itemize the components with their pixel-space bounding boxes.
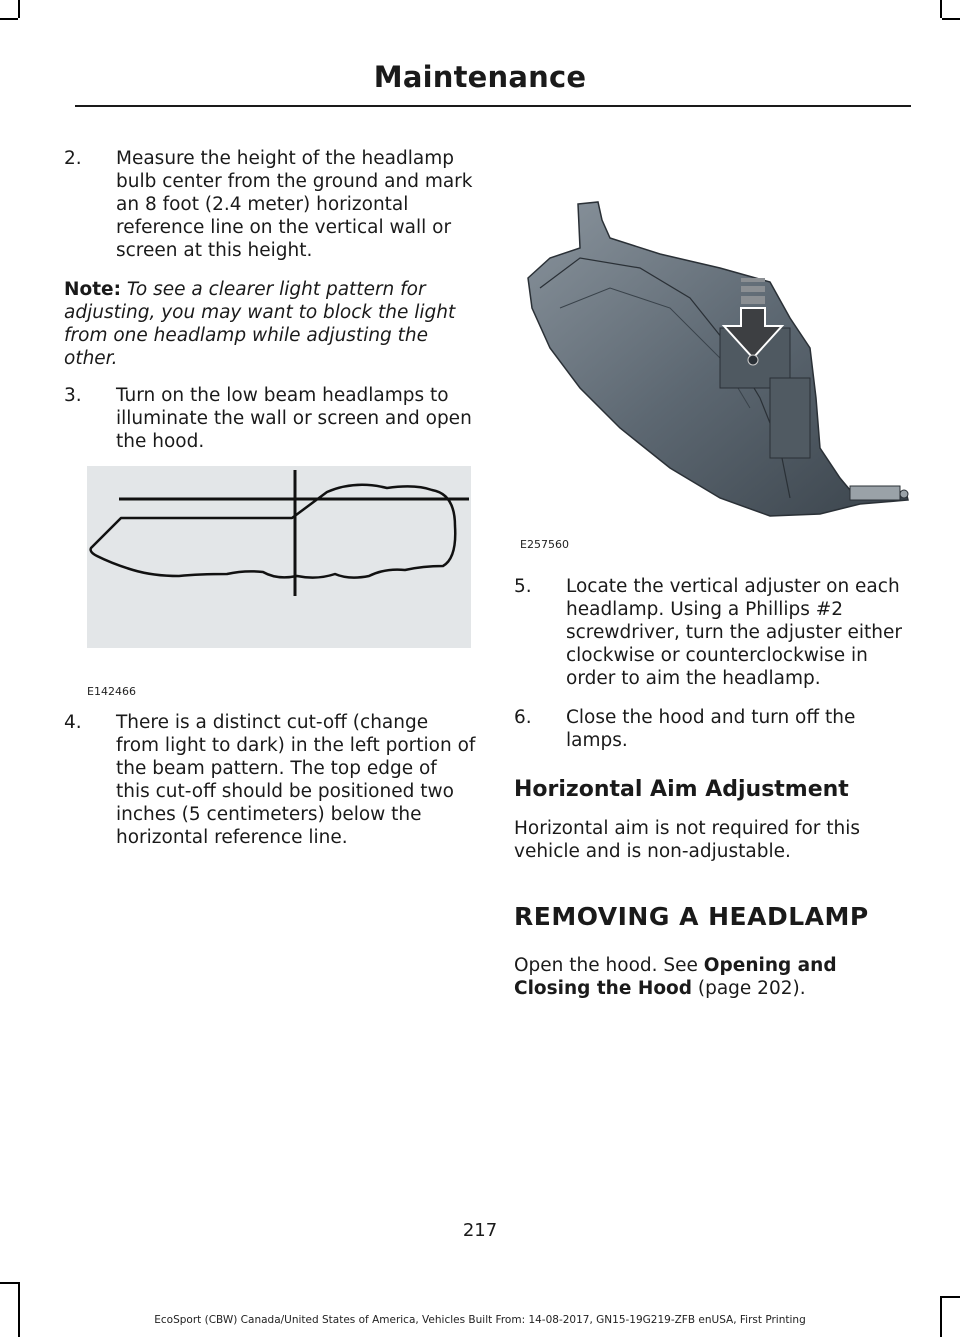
note-label: Note: bbox=[64, 279, 121, 300]
section-heading: Horizontal Aim Adjustment bbox=[514, 777, 849, 802]
chapter-heading: REMOVING A HEADLAMP bbox=[514, 902, 869, 931]
step-2 bbox=[64, 147, 476, 262]
note-text: To see a clearer light pattern for adjusting, you may want to block the light from one headlamp while adjusting the other. bbox=[64, 279, 456, 369]
step-3 bbox=[64, 384, 476, 453]
left-column bbox=[64, 147, 476, 469]
step-number: 2. bbox=[64, 148, 82, 169]
crop-mark bbox=[942, 18, 960, 20]
right-column bbox=[514, 575, 914, 1014]
paragraph-open-hood bbox=[514, 954, 914, 1000]
step-number: 6. bbox=[514, 707, 532, 728]
note bbox=[64, 278, 476, 370]
step-text: Measure the height of the headlamp bulb center from the ground and mark an 8 foot (2.4 meter) horizontal reference line on the vertical wall or screen at this height. bbox=[116, 148, 473, 261]
crop-mark bbox=[0, 18, 18, 20]
step-number: 4. bbox=[64, 712, 82, 733]
crop-mark bbox=[942, 1296, 960, 1298]
crop-mark bbox=[940, 0, 942, 18]
step-text: Turn on the low beam headlamps to illuminate the wall or screen and open the hood. bbox=[116, 385, 472, 452]
beam-pattern-diagram bbox=[87, 466, 471, 648]
step-6 bbox=[514, 706, 914, 752]
paragraph: Horizontal aim is not required for this vehicle and is non-adjustable. bbox=[514, 818, 861, 862]
step-number: 5. bbox=[514, 576, 532, 597]
crop-mark bbox=[18, 1282, 20, 1337]
step-text: Locate the vertical adjuster on each headlamp. Using a Phillips #2 screwdriver, turn the adjuster either clockwise or counterclockwise in order to aim the headlamp. bbox=[566, 576, 903, 689]
figure-code: E142466 bbox=[87, 685, 136, 698]
crop-mark bbox=[0, 1282, 18, 1284]
open-suffix: (page 202). bbox=[691, 978, 806, 999]
headlamp-figure bbox=[520, 198, 915, 520]
page-header-title: Maintenance bbox=[373, 60, 587, 94]
left-column-lower bbox=[64, 711, 476, 865]
header-rule bbox=[75, 105, 911, 107]
headlamp-illustration bbox=[520, 198, 915, 520]
step-5 bbox=[514, 575, 914, 690]
crop-mark bbox=[18, 0, 20, 18]
figure-code: E257560 bbox=[520, 538, 569, 551]
open-prefix: Open the hood. See bbox=[514, 955, 704, 976]
beam-pattern-figure bbox=[87, 466, 471, 648]
step-4 bbox=[64, 711, 476, 849]
step-text: There is a distinct cut-off (change from light to dark) in the left portion of the beam pattern. The top edge of this cut-off should be positioned two inches (5 centimeters) below the horizontal reference line. bbox=[116, 712, 476, 848]
footer: EcoSport (CBW) Canada/United States of America, Vehicles Built From: 14-08-2017, GN15-19G219-ZFB enUSA, First Printing bbox=[154, 1314, 806, 1326]
cross-reference-link[interactable]: Opening and Closing the Hood bbox=[514, 955, 837, 999]
step-text: Close the hood and turn off the lamps. bbox=[566, 707, 856, 751]
page-number: 217 bbox=[462, 1220, 498, 1241]
step-number: 3. bbox=[64, 385, 82, 406]
